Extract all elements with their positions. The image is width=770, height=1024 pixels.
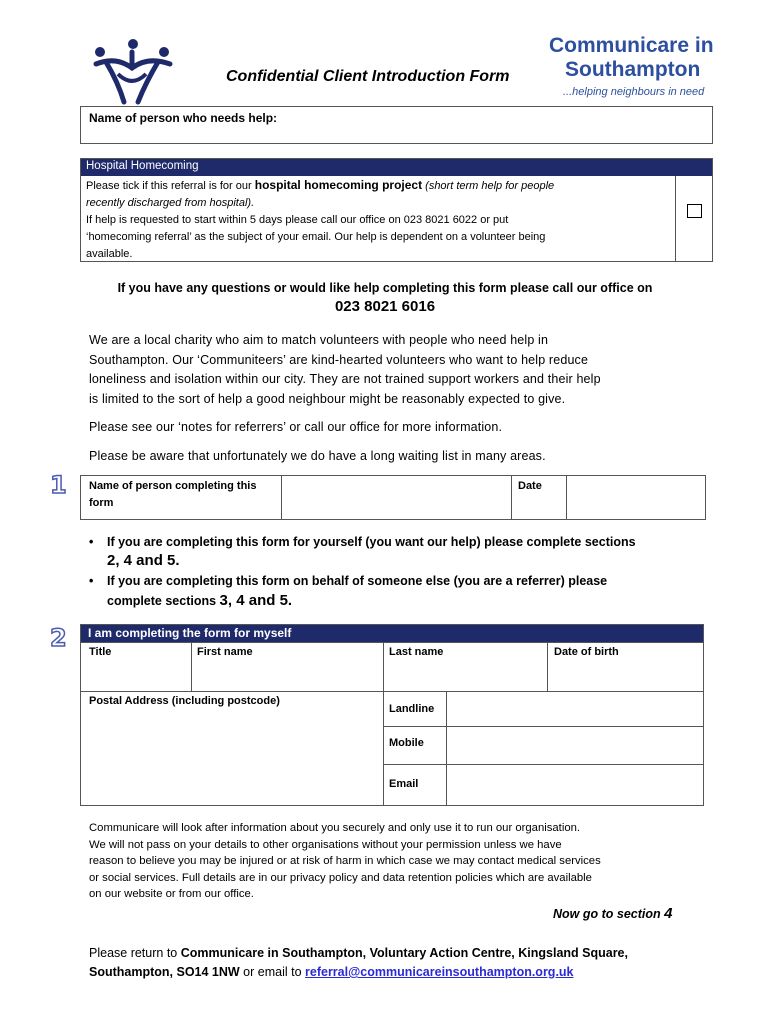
referral-email-link[interactable]: referral@communicareinsouthampton.org.uk (305, 965, 574, 979)
next-section-instruction: Now go to section 4 (553, 905, 673, 922)
first-name-label[interactable]: First name (197, 646, 253, 658)
privacy-notice: Communicare will look after information about you securely and only use it to run our organisation. We will not pass on your details to other organisations without your permission unless we have reason to believe you may be injured or at risk of harm in which case we may contact medical services or social services. Full details are in our privacy policy and data retention policies which are available on our website or from our office. (89, 822, 601, 900)
email-label: Email (389, 778, 419, 790)
hospital-homecoming-heading: Hospital Homecoming (81, 159, 712, 176)
return-address: Please return to Communicare in Southampton, Voluntary Action Centre, Kingsland Square, Southampton, SO14 1NW or email to referral@communicareinsouthampton.org.uk (89, 946, 628, 979)
postal-address-input[interactable] (81, 692, 383, 805)
completer-name-label: Name of person completing this form (89, 480, 257, 509)
last-name-label[interactable]: Last name (389, 646, 444, 658)
brand-name-line1: Communicare in (549, 34, 714, 57)
intro-paragraph: We are a local charity who aim to match volunteers with people who need help in Southampton. Our ‘Communiteers’ are kind-hearted volunteers who want to help reduce loneliness and isolation within our city. They are not trained support workers and their help is limited to the sort of help a good neighbour might be reasonably expected to give. (89, 333, 601, 406)
mobile-input[interactable] (447, 727, 703, 764)
notes-for-referrers-text: Please see our ‘notes for referrers’ or call our office for more information. (89, 420, 503, 434)
landline-input[interactable] (447, 692, 703, 726)
date-of-birth-label[interactable]: Date of birth (554, 646, 619, 658)
waiting-list-notice: Please be aware that unfortunately we do have a long waiting list in many areas. (89, 449, 546, 463)
hospital-homecoming-panel (80, 158, 713, 262)
section-1-number: 1 (50, 471, 67, 499)
contact-question: If you have any questions or would like help completing this form please call our office on (117, 281, 653, 295)
section-2-number: 2 (50, 624, 67, 652)
brand-name-line2: Southampton (565, 58, 701, 81)
date-label: Date (518, 480, 542, 492)
communicare-logo (88, 38, 178, 106)
hospital-homecoming-checkbox[interactable] (687, 204, 702, 218)
postal-address-label: Postal Address (including postcode) (89, 695, 280, 707)
title-label[interactable]: Title (89, 646, 112, 658)
brand-tagline: ...helping neighbours in need (563, 86, 705, 98)
date-input[interactable] (566, 476, 705, 519)
office-phone-number: 023 8021 6016 (334, 298, 436, 315)
person-needing-help-label: Name of person who needs help: (89, 111, 278, 125)
instructions-list: • If you are completing this form for yourself (you want our help) please complete sections 2, 4 and 5. • If you are completing this form on behalf of someone else (you are a referrer) please complete sections 3, 4 and 5. (89, 535, 636, 609)
mobile-label: Mobile (389, 737, 424, 749)
landline-label: Landline (389, 703, 435, 715)
section-2-table (80, 624, 704, 806)
section-2-heading: I am completing the form for myself (81, 625, 703, 642)
email-input[interactable] (447, 765, 703, 805)
completer-name-input[interactable] (281, 476, 512, 519)
hospital-homecoming-text: Please tick if this referral is for our hospital homecoming project (short term help for people recently discharged from hospital). If help is requested to start within 5 days please call our office on 023 8021 6022 or put ‘homecoming referral’ as the subject of your email. Our help is dependent on a volunteer being available. (86, 178, 555, 260)
section-1-table (80, 475, 706, 520)
form-title: Confidential Client Introduction Form (226, 68, 510, 85)
person-needing-help-field[interactable] (80, 106, 713, 144)
